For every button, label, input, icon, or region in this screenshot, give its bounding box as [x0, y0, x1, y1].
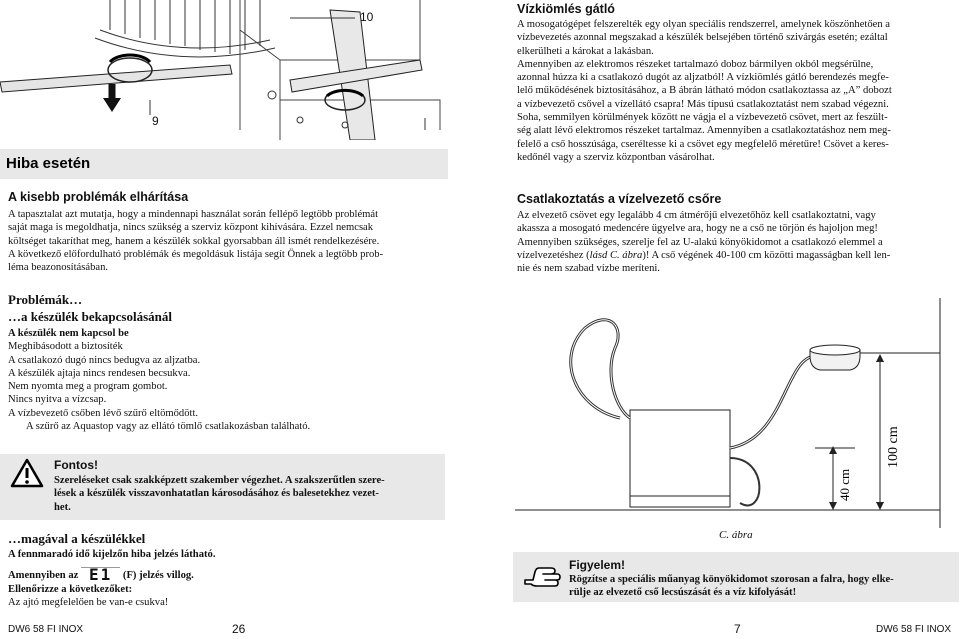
warning-triangle-icon	[10, 458, 44, 488]
list-item: A vízbevezető csőben lévő szűrő eltömődött.	[8, 407, 199, 419]
dimension-40cm: 40 cm	[837, 468, 852, 501]
right-para-2	[517, 209, 957, 275]
footer-page-left: 26	[232, 622, 246, 636]
right-title-1: Vízkiömlés gátló	[517, 2, 615, 16]
para-fragment: vízelvezetéshez (	[517, 249, 590, 261]
spray-arm-illustration	[0, 0, 445, 140]
para-line: Amennyiben szükséges, szerelje fel az U-alakú könyökidomot a csatlakozó elemmel a	[517, 236, 883, 248]
list-item: Nincs nyitva a vízcsap.	[8, 394, 107, 406]
switching-subhead: A készülék nem kapcsol be	[8, 328, 129, 339]
footer-model-left: DW6 58 FI INOX	[8, 624, 84, 635]
subsection-title: A kisebb problémák elhárítása	[8, 190, 189, 204]
intro-line: léma beazonosításában.	[8, 262, 109, 274]
notice-box	[513, 552, 959, 602]
figure-reference: lásd C. ábra	[589, 249, 643, 261]
right-para-1	[517, 18, 957, 164]
warning-line: het.	[54, 501, 71, 513]
notice-line: Rögzítse a speciális műanyag könyökidomot szorosan a falra, hogy elke-	[569, 574, 894, 585]
figure-caption: C. ábra	[719, 529, 753, 541]
para-line-mixed	[517, 249, 957, 262]
para-line: Amennyiben az elektromos részeket tartalmazó doboz bármilyen okból megsérülne,	[517, 58, 874, 70]
problems-heading: Problémák…	[8, 292, 83, 307]
para-fragment: )! A cső végének 40-100 cm közötti magasságban kell len-	[642, 249, 891, 261]
warning-body	[54, 474, 442, 514]
section-title: Hiba esetén	[6, 155, 91, 172]
error-code-display	[81, 565, 120, 585]
drain-installation-diagram	[515, 298, 960, 530]
warning-title: Fontos!	[54, 458, 98, 472]
warning-line: lések a készülék visszavonhatatlan károsodásához és balesetekhez vezet-	[54, 488, 379, 500]
para-line: felelő a cső hosszúsága, cseréltesse ki a csövet egy megfelelő méretűre! Csövet a keres-	[517, 138, 889, 150]
error-code-text: E1	[89, 565, 113, 585]
para-line: A mosogatógépet felszerelték egy olyan speciális rendszerrel, amelynek köszönhetően a	[517, 19, 890, 30]
list-item: Nem nyomta meg a program gombot.	[8, 381, 168, 393]
device-last: Az ajtó megfelelően be van-e csukva!	[8, 596, 169, 608]
list-item: A készülék ajtaja nincs rendesen becsukva.	[8, 367, 191, 379]
para-line: kedőnél vagy a szerviz központban vásárolhat.	[517, 151, 715, 163]
device-subhead: A fennmaradó idő kijelzőn hiba jelzés látható.	[8, 549, 216, 560]
device-check: Ellenőrizze a következőket:	[8, 583, 133, 595]
intro-line: saját maga is megoldhatja, nincs szükség a szerviz központ kihívására. Ezzel nemcsak	[8, 222, 374, 234]
para-line: elkerülheti a károkat a lakásban.	[517, 45, 654, 57]
footer-page-right: 7	[734, 622, 741, 636]
switching-list	[8, 327, 448, 433]
warning-box	[0, 454, 445, 520]
notice-body	[569, 573, 957, 600]
para-line: lelő működésének biztosításához, a B ábrán látható módon csatlakoztassa az „A” dobozt	[517, 85, 892, 97]
intro-line: A következő előfordulható problémák és megoldásuk listája segít Önnek a legtöbb prob-	[8, 248, 384, 260]
para-line: nie és nem szabad vízbe meríteni.	[517, 263, 660, 275]
figure-number-9: 9	[152, 114, 159, 128]
intro-text	[8, 208, 448, 274]
right-title-2: Csatlakoztatás a vízelvezető csőre	[517, 192, 722, 206]
notice-line: rülje az elvezető cső lecsúszását és a víz kifolyását!	[569, 587, 797, 599]
para-line: a vízbevezető csővel a vízellátó csapra! Más típusú csatlakoztatást nem szabad végezni.	[517, 98, 889, 110]
section-title-band	[0, 149, 448, 179]
notice-title: Figyelem!	[569, 558, 626, 572]
warning-line: Szereléseket csak szakképzett szakember végezhet. A szakszerűtlen szere-	[54, 475, 385, 486]
device-line-post: (F) jelzés villog.	[122, 570, 194, 582]
list-item: Meghibásodott a biztosíték	[8, 341, 123, 353]
list-item: A csatlakozó dugó nincs bedugva az aljzatba.	[8, 354, 201, 366]
device-code-line	[8, 565, 448, 585]
device-heading: …magával a készülékkel	[8, 531, 146, 546]
device-line-pre: Amennyiben az	[8, 570, 79, 582]
para-line: Az elvezető csövet egy legalább 4 cm átmérőjű elvezetőhöz kell csatlakoztatni, vagy	[517, 210, 876, 221]
para-line: Soha, semmilyen körülmények között ne vágja el a vízbevezető csövet, mert az feszült-	[517, 112, 888, 124]
para-line: akassza a mosogató medencére ügyelve ara, hogy ne a cső ne törjön és hajoljon meg!	[517, 223, 878, 235]
list-item: A szűrő az Aquastop vagy az ellátó tömlő csatlakozásban található.	[26, 421, 311, 433]
switching-heading: …a készülék bekapcsolásánál	[8, 309, 172, 324]
intro-line: költséget takaríthat meg, hanem a készülék sokkal gyorsabban áll ismét rendelkezésére.	[8, 235, 380, 247]
dimension-100cm: 100 cm	[886, 426, 901, 468]
notice-hand-icon	[521, 558, 561, 594]
footer-model-right: DW6 58 FI INOX	[876, 624, 952, 635]
intro-line: A tapasztalat azt mutatja, hogy a mindennapi használat során fellépő legtöbb problémát	[8, 209, 379, 220]
para-line: azonnal húzza ki a csatlakozó dugót az aljzatból! A vízkiömlés gátló berendezés megfe-	[517, 72, 889, 84]
para-line: vízbevezetés azonnal megszakad a készülék belsejében történő szivárgás esetén; ezáltal	[517, 32, 888, 44]
figure-number-10: 10	[360, 10, 374, 24]
para-line: ség alatt lévő elektromos részeket tartalmaz. Amennyiben a csatlakoztatáshoz nem meg-	[517, 125, 891, 137]
device-section	[8, 548, 448, 609]
